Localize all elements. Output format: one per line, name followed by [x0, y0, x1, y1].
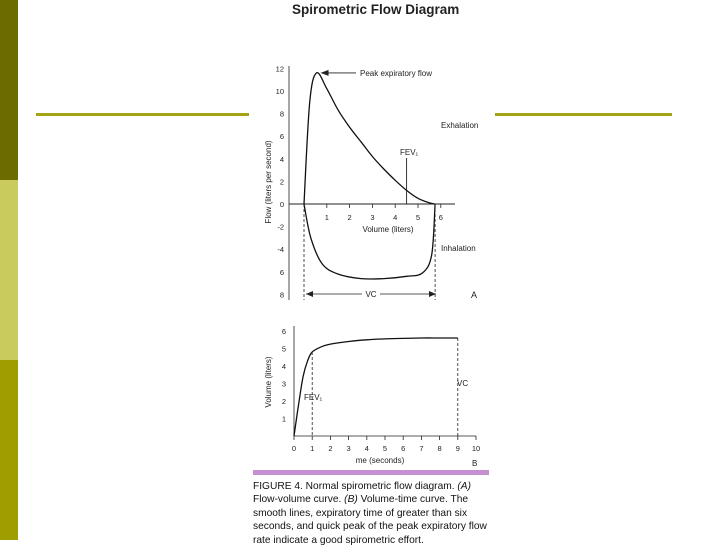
title-rule-left — [36, 113, 249, 116]
figure-b-x-tick-label: 0 — [291, 444, 297, 453]
figure-a-y-tick-label: -2 — [277, 222, 284, 232]
volume-time-curve — [294, 338, 458, 436]
figure-b-y-tick-label: 3 — [281, 379, 286, 389]
figure-b-x-tick-label: 6 — [401, 444, 406, 453]
figure-a-y-tick-label: 8 — [279, 109, 284, 119]
figure-a-x-tick-label: 5 — [415, 213, 421, 222]
figure-b-x-tick-label: 7 — [419, 444, 424, 453]
caption-part-a-tag: (A) — [457, 481, 471, 492]
figure-b-x-tick-label: 10 — [471, 444, 481, 453]
figure-b-x-tick-label: 2 — [328, 444, 333, 453]
figure-a-y-tick-label: 6 — [279, 132, 284, 142]
figure-a-y-ticks — [276, 64, 284, 299]
figure-caption — [253, 480, 490, 546]
figure-b-y-tick-label: 1 — [281, 414, 286, 424]
vc-label-b: VC — [457, 379, 469, 388]
caption-label: FIGURE 4. — [253, 481, 303, 492]
figure-a-x-tick-label: 2 — [347, 213, 352, 222]
figure-a-y-tick-label: -4 — [277, 245, 284, 255]
inhalation-label: Inhalation — [441, 244, 476, 253]
figure-a-xlabel: Volume (liters) — [362, 225, 414, 234]
figure-a-y-tick-label: 6 — [279, 267, 284, 277]
caption-body: The smooth lines, expiratory time of greater than six seconds, and quick peak of the peak expiratory flow rate indicate a good spirometric effort. — [253, 494, 487, 546]
figure-b-y-tick-label: 2 — [281, 397, 286, 406]
figure-a-y-tick-label: 0 — [279, 200, 284, 209]
figure-a-y-tick-label: 8 — [279, 290, 284, 300]
figure-a-y-tick-label: 12 — [275, 64, 284, 74]
figure-b-x-tick-label: 1 — [310, 444, 315, 453]
accent-bar-top — [0, 0, 18, 180]
slide-title: Spirometric Flow Diagram — [292, 2, 460, 17]
caption-part-b: Volume-time curve. — [360, 494, 448, 506]
expiration-curve — [304, 73, 435, 204]
figure-b-x-tick-label: 8 — [437, 444, 442, 453]
figure-b-y-tick-label: 4 — [281, 362, 286, 371]
figure-a-ylabel: Flow (liters per second) — [264, 140, 273, 224]
figure-a-y-tick-label: 4 — [279, 154, 284, 164]
figure-a-flow-volume — [258, 60, 494, 305]
accent-bar-middle — [0, 180, 18, 360]
caption-rule — [253, 470, 489, 475]
figure-a-x-tick-label: 3 — [370, 213, 375, 222]
figure-b-x-tick-label: 9 — [455, 444, 460, 453]
caption-title: Normal spirometric flow diagram. — [305, 481, 455, 492]
figure-a-x-tick-label: 6 — [438, 213, 443, 222]
panel-label-b: B — [472, 459, 478, 468]
exhalation-label: Exhalation — [441, 121, 479, 130]
caption-part-a: Flow-volume curve. — [253, 494, 342, 506]
figure-a-x-ticks — [325, 204, 443, 222]
figure-b-y-tick-label: 6 — [281, 327, 286, 336]
figure-a-x-tick-label: 4 — [393, 213, 398, 222]
figure-a-y-tick-label: 10 — [275, 87, 284, 96]
vc-label-a: VC — [365, 290, 377, 299]
accent-bar-bottom — [0, 360, 18, 540]
panel-label-a: A — [471, 290, 478, 300]
caption-part-b-tag: (B) — [344, 494, 358, 506]
fev1-label-b: FEV₁ — [304, 393, 323, 402]
figure-b-x-tick-label: 5 — [382, 444, 388, 453]
title-rule-right — [495, 113, 672, 116]
figure-b-x-tick-label: 3 — [346, 444, 351, 453]
figure-b-xlabel: me (seconds) — [355, 456, 405, 465]
figure-b-x-tick-label: 4 — [364, 444, 369, 453]
fev1-label-a: FEV₁ — [400, 148, 419, 157]
peak-flow-arrowhead — [321, 70, 329, 76]
figure-b-y-ticks — [282, 327, 286, 424]
figure-a-y-tick-label: 2 — [279, 177, 284, 187]
figure-b-volume-time — [258, 320, 494, 468]
peak-flow-label: Peak expiratory flow — [360, 69, 433, 78]
figure-b-ylabel: Volume (liters) — [264, 356, 273, 408]
vc-arrowhead-left — [306, 291, 313, 297]
figure-b-x-ticks — [292, 436, 480, 453]
figure-a-x-tick-label: 1 — [324, 213, 329, 222]
figure-b-y-tick-label: 5 — [281, 344, 286, 354]
